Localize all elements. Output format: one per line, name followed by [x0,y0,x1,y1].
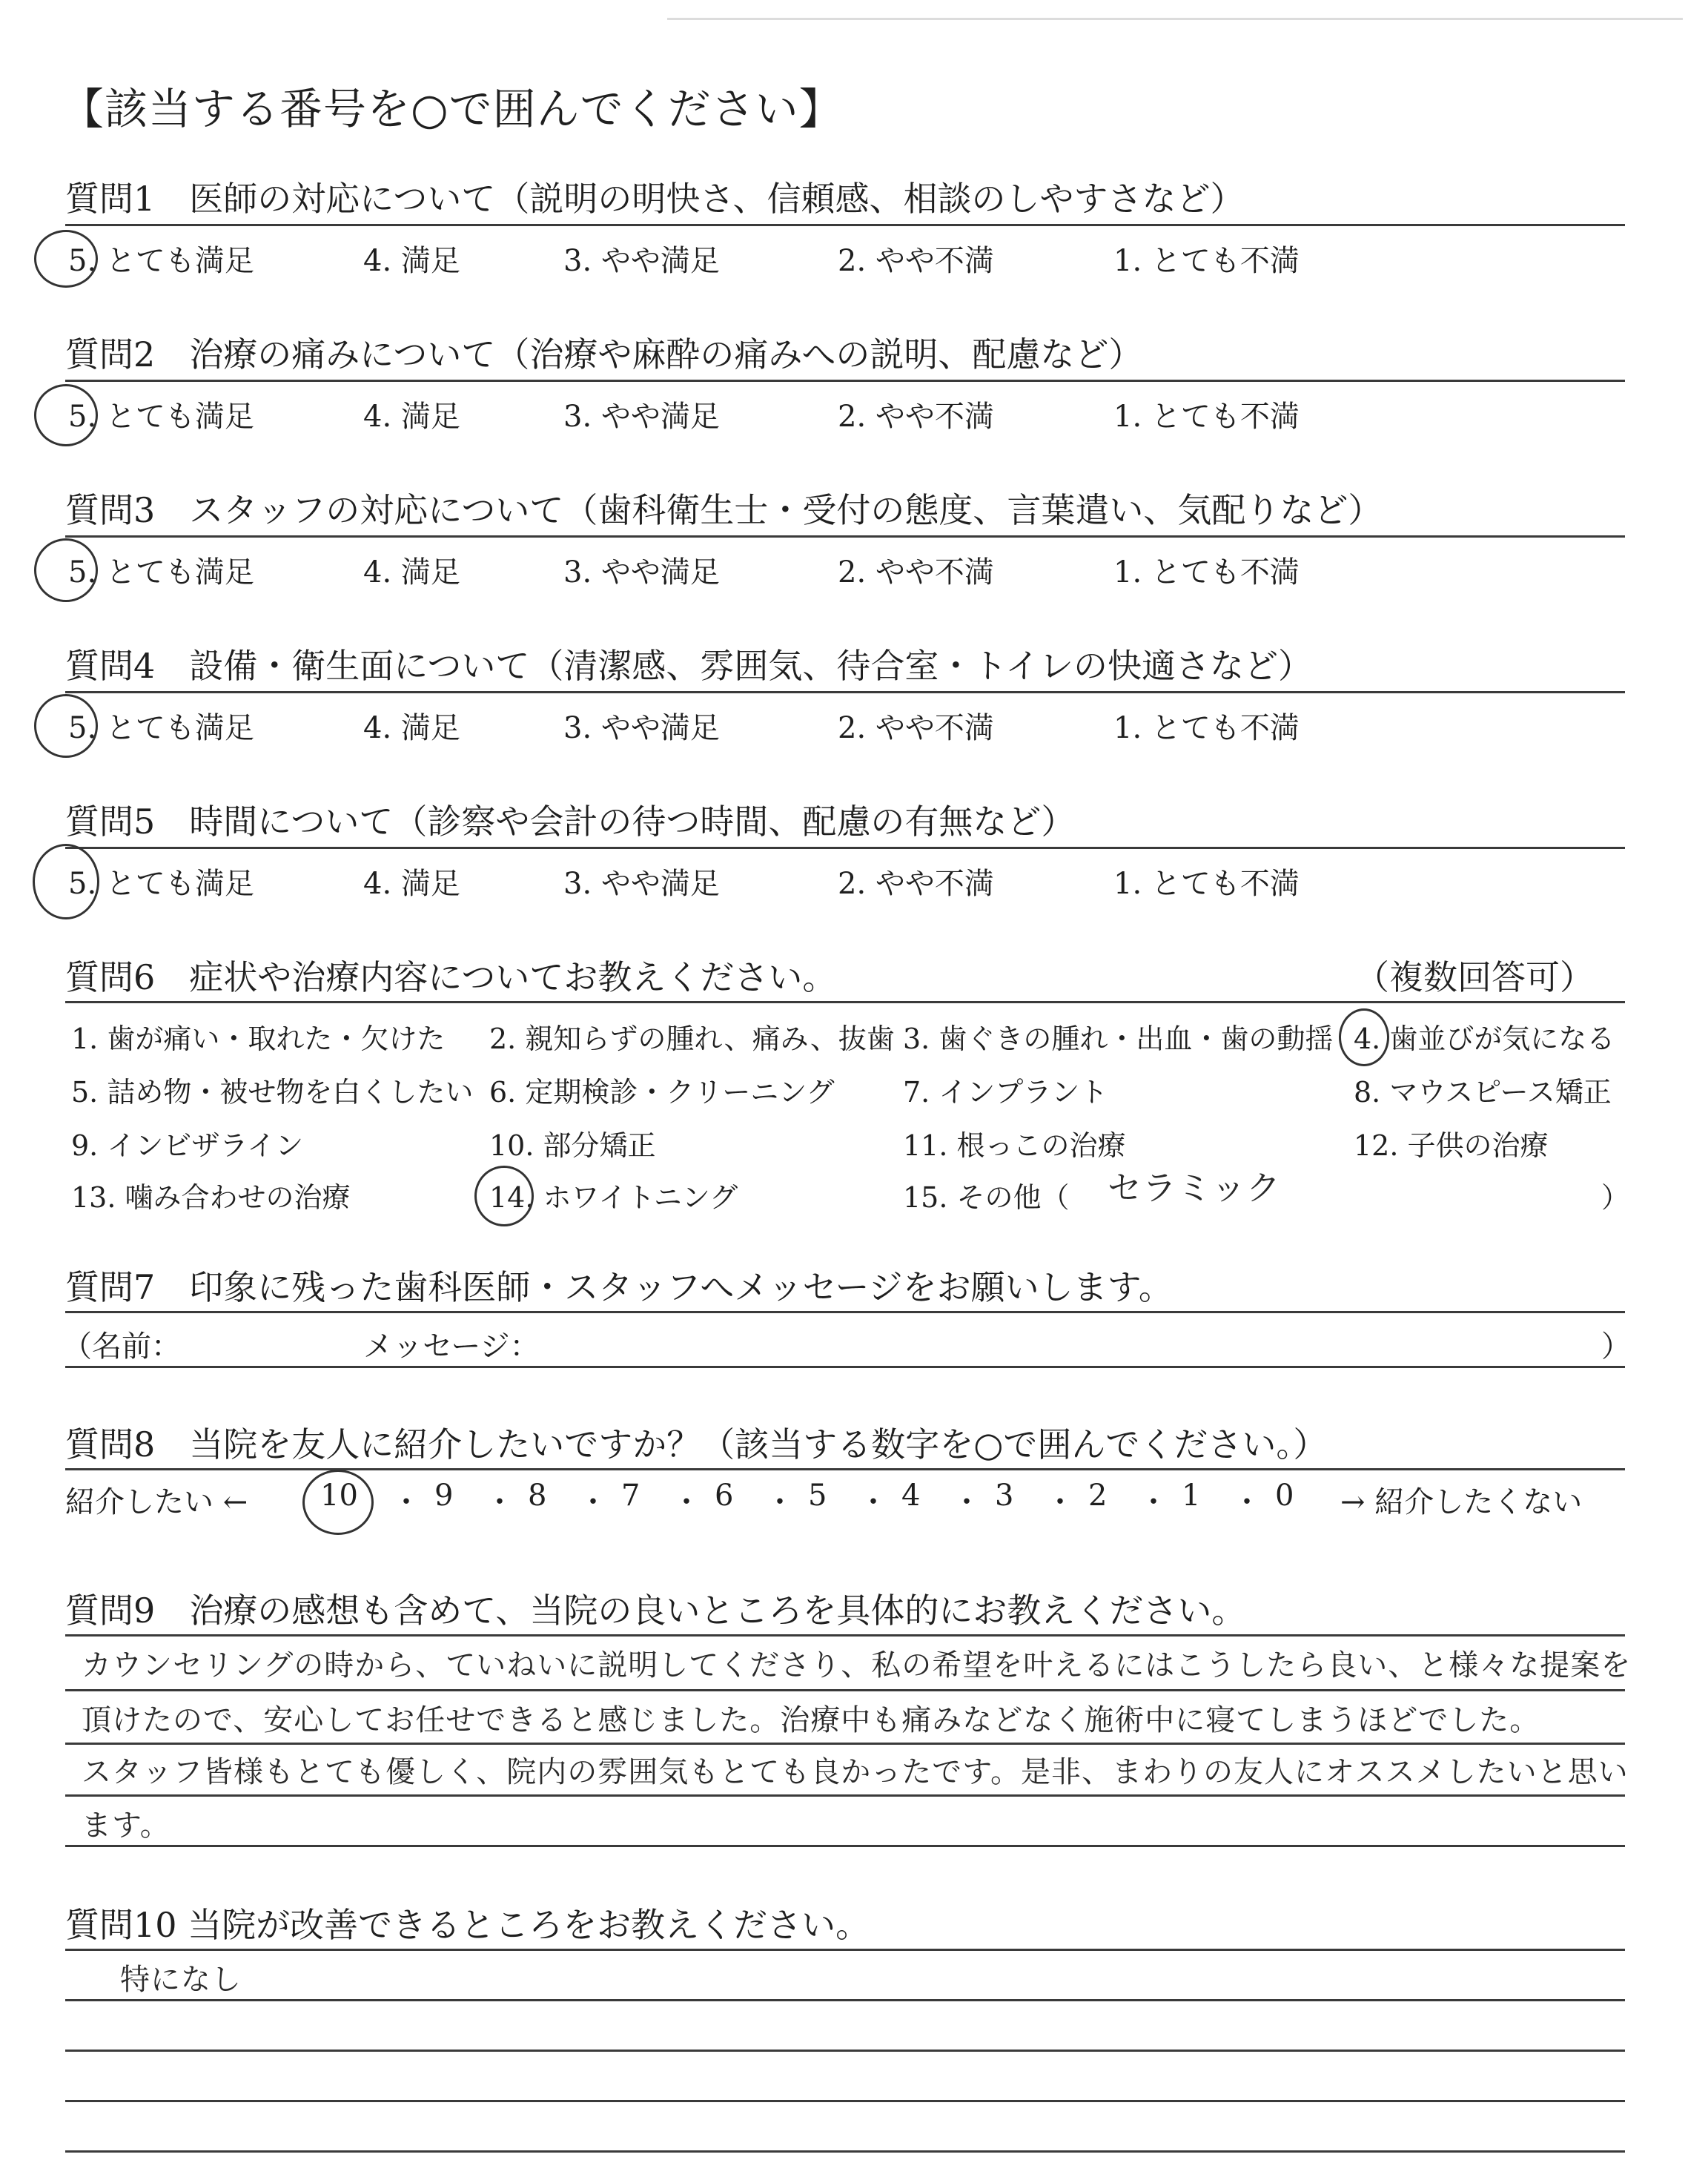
q4-option-5[interactable]: 5. とても満足 [68,711,254,745]
q3-option-2[interactable]: 2. やや不満 [838,555,994,589]
scan-edge-line [667,18,1683,20]
selection-circle [1339,1008,1389,1066]
q4-option-1[interactable]: 1. とても不満 [1113,711,1300,745]
q9-answer-line-4: ます。 [82,1809,171,1843]
q8-scale-8[interactable]: 8 [528,1479,547,1513]
q2-option-2[interactable]: 2. やや不満 [838,400,994,434]
q1-option-3[interactable]: 3. やや満足 [563,244,720,278]
q6-option-13[interactable]: 13. 噛み合わせの治療 [71,1181,351,1214]
q3-option-5[interactable]: 5. とても満足 [68,555,254,589]
q2-option-4[interactable]: 4. 満足 [363,400,460,434]
q4-option-3[interactable]: 3. やや満足 [563,711,720,745]
q5-option-4[interactable]: 4. 満足 [363,867,460,901]
q6-other-close: ） [1601,1181,1630,1214]
q5-option-3[interactable]: 3. やや満足 [563,867,720,901]
q5-option-2[interactable]: 2. やや不満 [838,867,994,901]
scale-separator: ・ [485,1485,514,1519]
q8-scale-5[interactable]: 5 [808,1479,827,1513]
scale-separator: ・ [858,1485,888,1519]
selection-circle [34,538,98,602]
q6-option-3[interactable]: 3. 歯ぐきの腫れ・出血・歯の動揺 [903,1023,1334,1055]
question-2-title: 質問2 治療の痛みについて（治療や麻酔の痛みへの説明、配慮など） [65,334,1143,374]
q9-answer-line-3: スタッフ皆様もとても優しく、院内の雰囲気もとても良かったです。是非、まわりの友人にオススメしたいと思い [82,1755,1629,1789]
q8-scale-3[interactable]: 3 [995,1479,1014,1513]
q9-answer-line-2: 頂けたので、安心してお任せできると感じました。治療中も痛みなどなく施術中に寝てしまうほどでした。 [82,1703,1540,1737]
divider [65,535,1625,538]
q7-name-label: （名前： [62,1330,181,1364]
scale-separator: ・ [765,1485,795,1519]
scale-separator: ・ [1139,1485,1168,1519]
divider [65,1949,1625,1951]
divider [65,1468,1625,1470]
question-7-title: 質問7 印象に残った歯科医師・スタッフへメッセージをお願いします。 [65,1267,1173,1307]
divider [65,1845,1625,1847]
divider [65,1794,1625,1797]
scale-separator: ・ [952,1485,982,1519]
scale-separator: ・ [1045,1485,1075,1519]
q8-right-label: → 紹介したくない [1340,1485,1583,1519]
q2-option-3[interactable]: 3. やや満足 [563,400,720,434]
divider [65,1001,1625,1003]
question-10-title: 質問10 当院が改善できるところをお教えください。 [65,1905,870,1945]
scale-separator: ・ [672,1485,701,1519]
question-6-title: 質問6 症状や治療内容についてお教えください。 [65,957,837,997]
q6-option-15[interactable]: 15. その他（ [903,1181,1070,1214]
selection-circle [34,694,98,758]
q8-scale-4[interactable]: 4 [901,1479,921,1513]
divider [65,224,1625,226]
question-9-title: 質問9 治療の感想も含めて、当院の良いところを具体的にお教えください。 [65,1591,1246,1631]
question-4-title: 質問4 設備・衛生面について（清潔感、雰囲気、待合室・トイレの快適さなど） [65,646,1313,686]
q1-option-1[interactable]: 1. とても不満 [1113,244,1300,278]
q6-other-answer: セラミック [1108,1168,1282,1208]
divider [65,1689,1625,1691]
q6-option-9[interactable]: 9. インビザライン [71,1129,304,1162]
q5-option-1[interactable]: 1. とても不満 [1113,867,1300,901]
q6-option-11[interactable]: 11. 根っこの治療 [903,1129,1126,1162]
q2-option-5[interactable]: 5. とても満足 [68,400,254,434]
selection-circle [33,844,99,919]
q4-option-4[interactable]: 4. 満足 [363,711,460,745]
q6-option-5[interactable]: 5. 詰め物・被せ物を白くしたい [71,1076,474,1109]
q8-scale-10[interactable]: 10 [320,1479,358,1513]
q3-option-3[interactable]: 3. やや満足 [563,555,720,589]
divider [65,847,1625,849]
q6-option-14[interactable]: 14. ホワイトニング [489,1181,738,1214]
page-instruction: 【該当する番号を○で囲んでください】 [61,84,843,134]
q5-option-5[interactable]: 5. とても満足 [68,867,254,901]
q8-scale-0[interactable]: 0 [1275,1479,1294,1513]
q6-option-2[interactable]: 2. 親知らずの腫れ、痛み、抜歯 [489,1023,895,1055]
q8-scale-2[interactable]: 2 [1088,1479,1108,1513]
q8-scale-7[interactable]: 7 [621,1479,640,1513]
scale-separator: ・ [391,1485,421,1519]
divider [65,1366,1625,1368]
q10-answer: 特になし [120,1963,242,1997]
q7-message-label: メッセージ： [363,1330,540,1364]
q3-option-4[interactable]: 4. 満足 [363,555,460,589]
divider [65,691,1625,693]
divider [65,2150,1625,2153]
q6-option-1[interactable]: 1. 歯が痛い・取れた・欠けた [71,1023,446,1055]
q8-scale-9[interactable]: 9 [434,1479,454,1513]
q6-option-7[interactable]: 7. インプラント [903,1076,1108,1109]
divider [65,1634,1625,1636]
divider [65,1743,1625,1745]
q1-option-5[interactable]: 5. とても満足 [68,244,254,278]
q4-option-2[interactable]: 2. やや不満 [838,711,994,745]
divider [65,1999,1625,2001]
q2-option-1[interactable]: 1. とても不満 [1113,400,1300,434]
divider [65,2050,1625,2052]
question-1-title: 質問1 医師の対応について（説明の明快さ、信頼感、相談のしやすさなど） [65,179,1245,219]
question-6-note: （複数回答可） [1355,957,1594,997]
q1-option-4[interactable]: 4. 満足 [363,244,460,278]
q6-option-12[interactable]: 12. 子供の治療 [1354,1129,1549,1162]
q6-option-8[interactable]: 8. マウスピース矯正 [1354,1076,1612,1109]
q6-option-6[interactable]: 6. 定期検診・クリーニング [489,1076,835,1109]
q6-option-4[interactable]: 4. 歯並びが気になる [1354,1023,1615,1055]
q3-option-1[interactable]: 1. とても不満 [1113,555,1300,589]
q9-answer-line-1: カウンセリングの時から、ていねいに説明してくださり、私の希望を叶えるにはこうしたら良い、と様々な提案を [82,1648,1632,1682]
selection-circle [302,1470,374,1535]
q8-scale-6[interactable]: 6 [715,1479,734,1513]
scale-separator: ・ [578,1485,608,1519]
divider [65,2100,1625,2102]
scale-separator: ・ [1232,1485,1262,1519]
selection-circle [474,1166,534,1226]
q7-close: ） [1601,1330,1631,1364]
selection-circle [34,384,98,446]
question-5-title: 質問5 時間について（診察や会計の待つ時間、配慮の有無など） [65,802,1076,842]
question-8-title: 質問8 当院を友人に紹介したいですか？（該当する数字を○で囲んでください。） [65,1424,1328,1464]
q1-option-2[interactable]: 2. やや不満 [838,244,994,278]
divider [65,380,1625,382]
q8-scale-1[interactable]: 1 [1182,1479,1201,1513]
q6-option-10[interactable]: 10. 部分矯正 [489,1129,656,1162]
q8-left-label: 紹介したい ← [65,1485,248,1519]
selection-circle [34,230,98,288]
question-3-title: 質問3 スタッフの対応について（歯科衛生士・受付の態度、言葉遣い、気配りなど） [65,490,1383,530]
divider [65,1311,1625,1313]
